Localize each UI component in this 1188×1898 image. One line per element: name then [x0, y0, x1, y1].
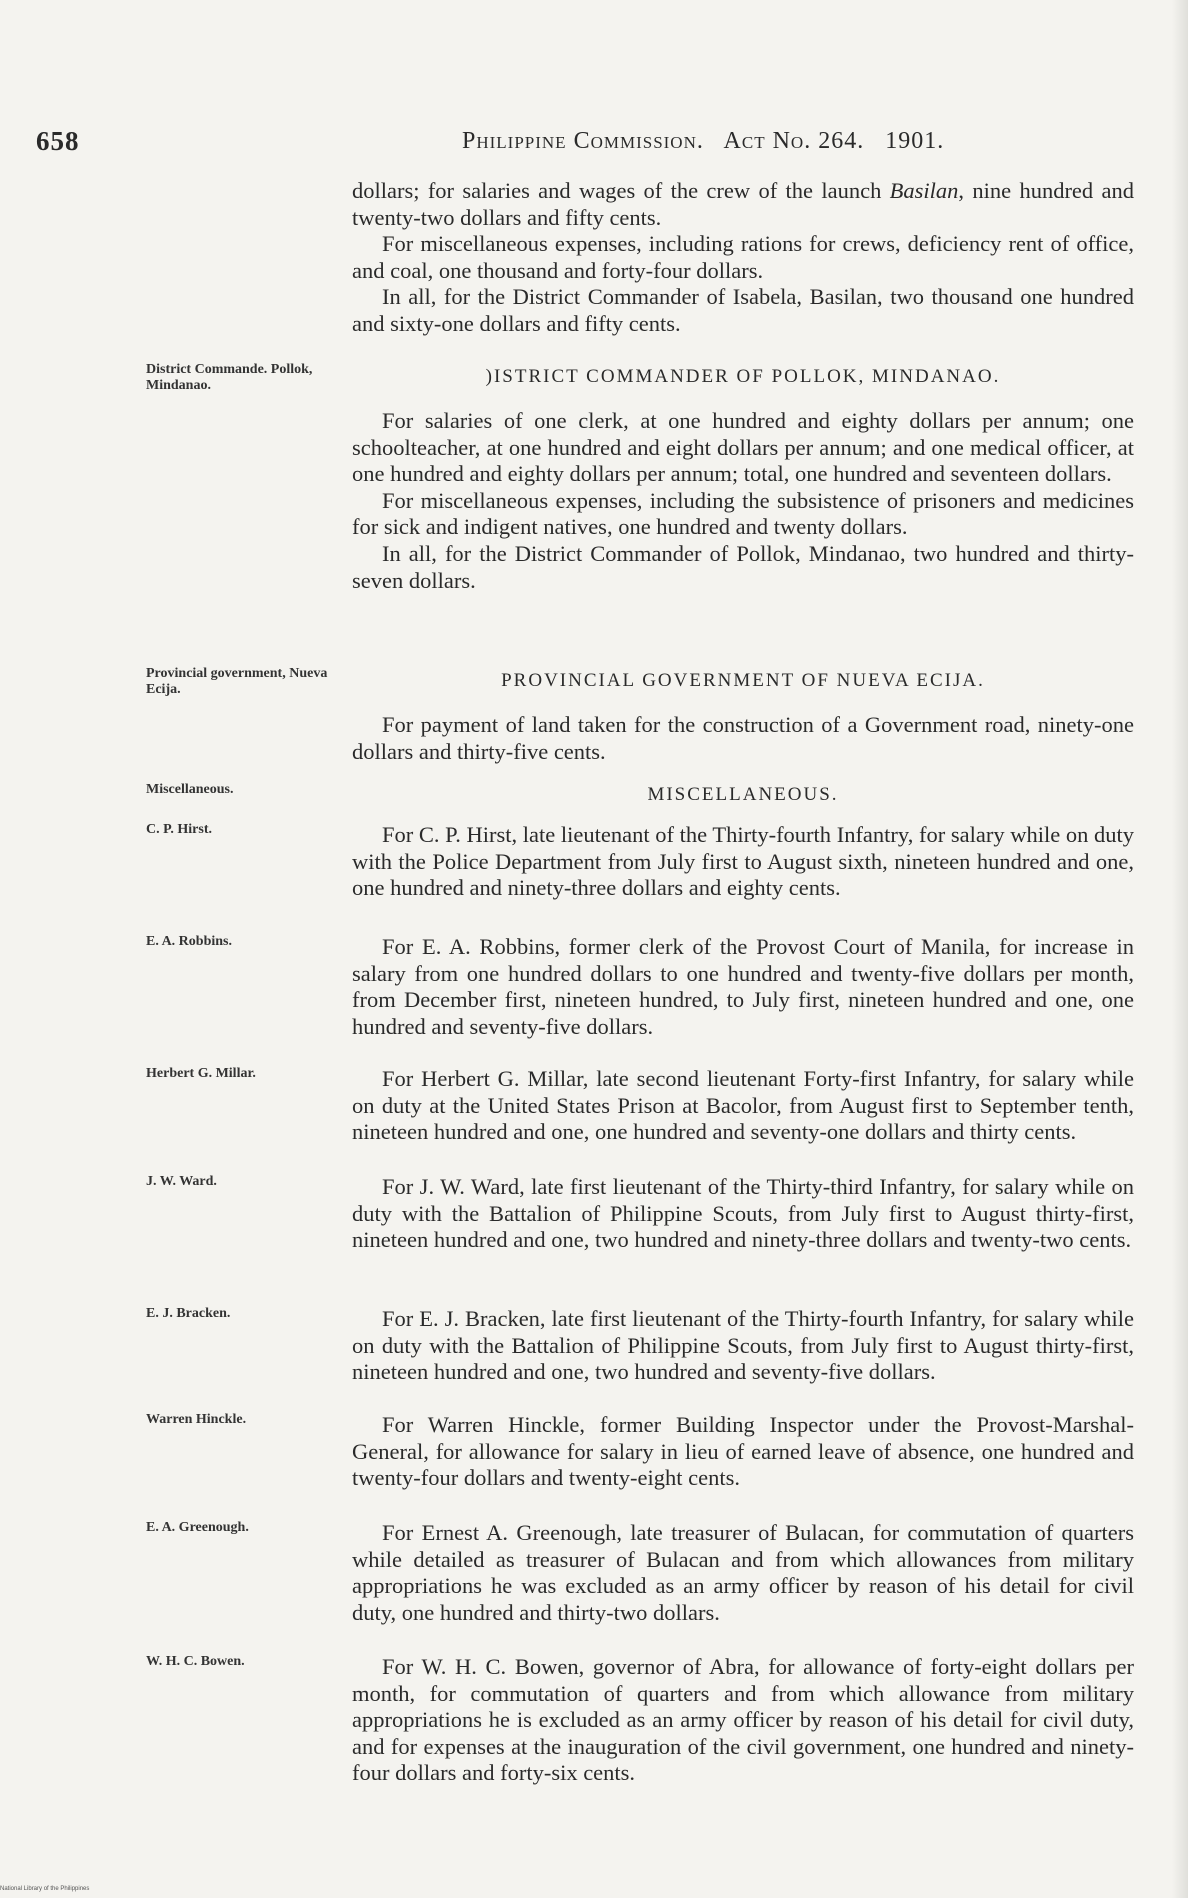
paragraph: dollars; for salaries and wages of the crew of the launch Basilan, nine hundred and twenty-two dollars and fifty cents.	[352, 178, 1134, 230]
scan-footer: National Library of the Philippines	[0, 1886, 90, 1892]
nueva-ecija-block	[352, 712, 1134, 765]
page-number: 658	[36, 126, 80, 156]
margin-note-item: C. P. Hirst.	[146, 822, 212, 837]
item-paragraph	[352, 822, 1134, 902]
pollok-block	[352, 408, 1134, 594]
item-text: For W. H. C. Bowen, governor of Abra, for allowance of forty-eight dollars per month, for commutation of quarters and from which allowance from military appropriations he is excluded as an army officer by reason of his detail for civil duty, and for expenses at the inauguration of the civil government, one hundred and ninety-four dollars and forty-six cents.	[352, 1654, 1134, 1786]
margin-note-item: J. W. Ward.	[146, 1174, 217, 1189]
paragraph: In all, for the District Commander of Pollok, Mindanao, two hundred and thirty-seven dollars.	[352, 540, 1134, 593]
section-heading-pollok: )ISTRICT COMMANDER OF POLLOK, MINDANAO.	[485, 366, 1001, 387]
section-heading-miscellaneous: MISCELLANEOUS.	[647, 784, 839, 805]
paragraph: For payment of land taken for the construction of a Government road, ninety-one dollars and thirty-five cents.	[352, 712, 1134, 764]
margin-note-item: Warren Hinckle.	[146, 1412, 247, 1427]
item-paragraph	[352, 934, 1134, 1040]
item-paragraph	[352, 1174, 1134, 1254]
margin-note-item: Herbert G. Millar.	[146, 1066, 256, 1081]
paragraph: In all, for the District Commander of Isabela, Basilan, two thousand one hundred and sixty-one dollars and fifty cents.	[352, 284, 1134, 336]
margin-note-item: E. J. Bracken.	[146, 1306, 231, 1321]
paragraph: For miscellaneous expenses, including the subsistence of prisoners and medicines for sick and indigent natives, one hundred and twenty dollars.	[352, 487, 1134, 540]
item-paragraph	[352, 1654, 1134, 1787]
continuation-block	[352, 178, 1134, 338]
margin-note-item: W. H. C. Bowen.	[146, 1654, 245, 1669]
margin-note-miscellaneous: Miscellaneous.	[146, 782, 234, 797]
item-paragraph	[352, 1066, 1134, 1146]
paragraph: For miscellaneous expenses, including rations for crews, deficiency rent of office, and coal, one thousand and forty-four dollars.	[352, 231, 1134, 283]
margin-note-item: E. A. Robbins.	[146, 934, 232, 949]
item-text: For Herbert G. Millar, late second lieutenant Forty-first Infantry, for salary while on duty at the United States Prison at Bacolor, from August first to September tenth, nineteen hundred and one, one hundred and seventy-one dollars and thirty cents.	[352, 1066, 1134, 1145]
paragraph: For salaries of one clerk, at one hundred and eighty dollars per annum; one schoolteacher, at one hundred and eight dollars per annum; and one medical officer, at one hundred and eighty dollars per annum; total, one hundred and seventeen dollars.	[352, 408, 1134, 487]
item-text: For E. A. Robbins, former clerk of the Provost Court of Manila, for increase in salary from one hundred dollars to one hundred and twenty-five dollars per month, from December first, nineteen hundred, to July first, nineteen hundred and one, one hundred and seventy-five dollars.	[352, 934, 1134, 1039]
item-text: For J. W. Ward, late first lieutenant of the Thirty-third Infantry, for salary while on duty with the Battalion of Philippine Scouts, from July first to August thirty-first, nineteen hundred and one, two hundred and ninety-three dollars and twenty-two cents.	[352, 1174, 1134, 1253]
page-edge-shading	[1172, 0, 1188, 1898]
margin-note-pollok: District Commande. Pollok, Mindanao.	[146, 362, 313, 393]
item-paragraph	[352, 1306, 1134, 1386]
item-paragraph	[352, 1412, 1134, 1492]
item-paragraph	[352, 1520, 1134, 1626]
item-text: For C. P. Hirst, late lieutenant of the Thirty-fourth Infantry, for salary while on duty with the Police Department from July first to August sixth, nineteen hundred and one, one hundred and ninety-three dollars and eighty cents.	[352, 822, 1134, 901]
margin-note-nueva-ecija: Provincial government, Nueva Ecija.	[146, 666, 328, 697]
item-text: For E. J. Bracken, late first lieutenant of the Thirty-fourth Infantry, for salary while on duty with the Battalion of Philippine Scouts, from July first to August thirty-first, nineteen hundred and one, two hundred and seventy-five dollars.	[352, 1306, 1134, 1385]
running-head: Philippine Commission. Act No. 264. 1901.	[462, 128, 945, 154]
margin-note-item: E. A. Greenough.	[146, 1520, 249, 1535]
item-text: For Warren Hinckle, former Building Inspector under the Provost-Marshal-General, for allowance for salary in lieu of earned leave of absence, one hundred and twenty-four dollars and twenty-eight cents.	[352, 1412, 1134, 1491]
section-heading-nueva-ecija: PROVINCIAL GOVERNMENT OF NUEVA ECIJA.	[501, 670, 985, 691]
item-text: For Ernest A. Greenough, late treasurer of Bulacan, for commutation of quarters while detailed as treasurer of Bulacan and from which allowances from military appropriations he was excluded as an army officer by reason of his detail for civil duty, one hundred and thirty-two dollars.	[352, 1520, 1134, 1625]
